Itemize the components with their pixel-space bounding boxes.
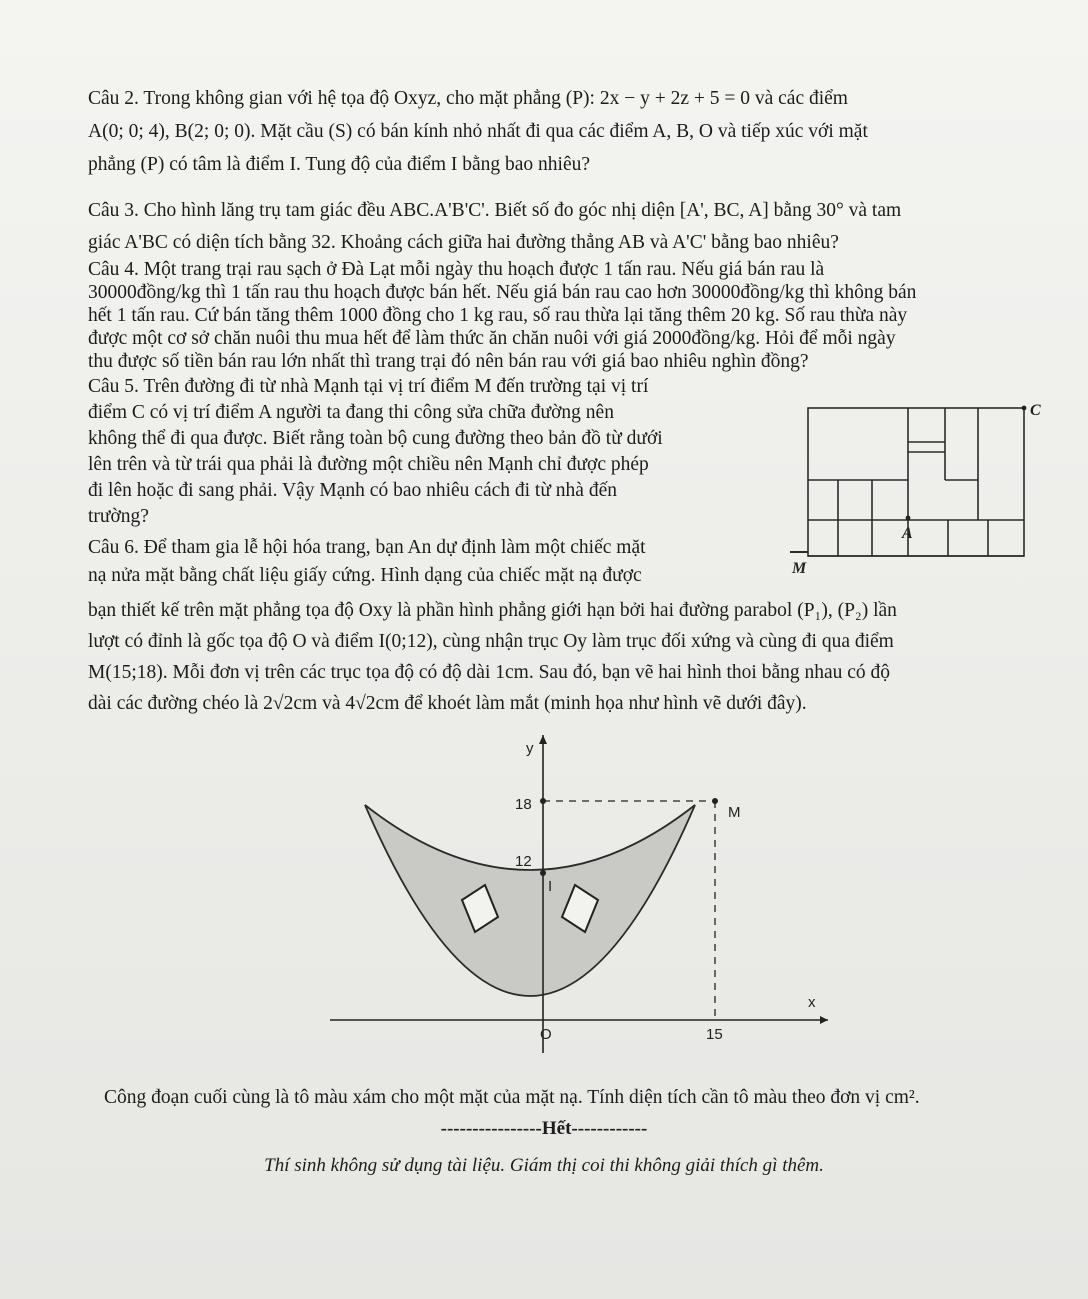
y12-label: 12 xyxy=(515,853,532,870)
q5-line-2: điểm C có vị trí điểm A người ta đang thi công sửa chữa đường nên xyxy=(88,402,614,423)
question-6-intro xyxy=(88,534,768,590)
q5-line-6: trường? xyxy=(88,506,149,527)
question-2 xyxy=(88,82,1048,181)
point-a-label: A xyxy=(902,525,913,542)
q6-line-2: nạ nửa mặt bằng chất liệu giấy cứng. Hình dạng của chiếc mặt nạ được xyxy=(88,565,642,586)
q2-line-3: phẳng (P) có tâm là điểm I. Tung độ của điểm I bằng bao nhiêu? xyxy=(88,154,591,175)
q4-line-1: Câu 4. Một trang trại rau sạch ở Đà Lạt mỗi ngày thu hoạch được 1 tấn rau. Nếu giá bán rau là xyxy=(88,259,825,280)
exam-note: Thí sinh không sử dụng tài liệu. Giám thị coi thi không giải thích gì thêm. xyxy=(264,1155,824,1176)
end-text: ----------------Hết------------ xyxy=(440,1118,648,1139)
q6-line-4: lượt có đỉnh là gốc tọa độ O và điểm I(0;12), cùng nhận trục Oy làm trục đối xứng và cùng đi qua điểm xyxy=(88,631,894,652)
x-axis-label: x xyxy=(808,994,816,1011)
mask-shaded-region xyxy=(365,805,695,996)
point-i-dot xyxy=(540,870,546,876)
q2-line-1: Câu 2. Trong không gian với hệ tọa độ Oxyz, cho mặt phẳng (P): 2x − y + 2z + 5 = 0 và các điểm xyxy=(88,88,848,109)
route-grid-figure xyxy=(790,390,1060,580)
question-3 xyxy=(88,195,1048,259)
q3-line-1: Câu 3. Cho hình lăng trụ tam giác đều ABC.A'B'C'. Biết số đo góc nhị diện [A', BC, A] bằng 30° và tam xyxy=(88,200,902,221)
q5-line-4: lên trên và từ trái qua phải là đường một chiều nên Mạnh chỉ được phép xyxy=(88,454,649,475)
q4-line-4: được một cơ sở chăn nuôi thu mua hết để làm thức ăn chăn nuôi với giá 2000đồng/kg. Hỏi để mỗi ngày xyxy=(88,328,896,349)
point-m-label: M xyxy=(792,560,807,577)
point-18-dot xyxy=(540,798,546,804)
y-axis-label: y xyxy=(526,740,534,757)
end-marker xyxy=(0,1118,1088,1140)
origin-label: O xyxy=(540,1026,552,1043)
point-c-dot xyxy=(1022,406,1027,411)
q5-line-5: đi lên hoặc đi sang phải. Vậy Mạnh có bao nhiêu cách đi từ nhà đến xyxy=(88,480,617,501)
question-5 xyxy=(88,374,768,530)
q6-final-line: Công đoạn cuối cùng là tô màu xám cho một mặt của mặt nạ. Tính diện tích cần tô màu theo đơn vị cm². xyxy=(104,1087,920,1108)
x-axis-arrow xyxy=(820,1016,828,1024)
point-i-label: I xyxy=(548,878,553,895)
mask-figure xyxy=(330,735,830,1055)
question-6-final xyxy=(104,1082,1064,1113)
q2-line-2: A(0; 0; 4), B(2; 0; 0). Mặt cầu (S) có bán kính nhỏ nhất đi qua các điểm A, B, O và tiếp xúc với mặt xyxy=(88,121,868,142)
question-6-body xyxy=(88,595,1048,719)
q4-line-5: thu được số tiền bán rau lớn nhất thì trang trại đó nên bán rau với giá bao nhiêu nghìn đồng? xyxy=(88,351,809,372)
q6-line-6: dài các đường chéo là 2√2cm và 4√2cm để khoét làm mắt (minh họa như hình vẽ dưới đây). xyxy=(88,693,807,714)
question-4 xyxy=(88,258,1048,373)
q4-line-3: hết 1 tấn rau. Cứ bán tăng thêm 1000 đồng cho 1 kg rau, số rau thừa lại tăng thêm 20 kg. Số rau thừa này xyxy=(88,305,908,326)
q3-line-2: giác A'BC có diện tích bằng 32. Khoảng cách giữa hai đường thẳng AB và A'C' bằng bao nhiêu? xyxy=(88,232,839,253)
point-c-label: C xyxy=(1030,402,1041,419)
q5-line-3: không thể đi qua được. Biết rằng toàn bộ cung đường theo bản đồ từ dưới xyxy=(88,428,663,449)
x15-label: 15 xyxy=(706,1026,723,1043)
grid-outer-frame xyxy=(808,408,1024,556)
y-axis-arrow xyxy=(539,735,547,744)
q6-line-3: bạn thiết kế trên mặt phẳng tọa độ Oxy là phần hình phẳng giới hạn bởi hai đường parabol (P₁), (P₂) lần xyxy=(88,600,897,621)
q4-line-2: 30000đồng/kg thì 1 tấn rau thu hoạch được bán hết. Nếu giá bán rau cao hơn 30000đồng/kg thì không bán xyxy=(88,282,917,303)
point-m-label: M xyxy=(728,804,741,821)
q6-line-5: M(15;18). Mỗi đơn vị trên các trục tọa độ có độ dài 1cm. Sau đó, bạn vẽ hai hình thoi bằng nhau có độ xyxy=(88,662,891,683)
point-a-dot xyxy=(906,516,911,521)
q5-line-1: Câu 5. Trên đường đi từ nhà Mạnh tại vị trí điểm M đến trường tại vị trí xyxy=(88,376,649,397)
point-m-dot xyxy=(712,798,718,804)
q6-line-1: Câu 6. Để tham gia lễ hội hóa trang, bạn An dự định làm một chiếc mặt xyxy=(88,537,646,558)
y18-label: 18 xyxy=(515,796,532,813)
